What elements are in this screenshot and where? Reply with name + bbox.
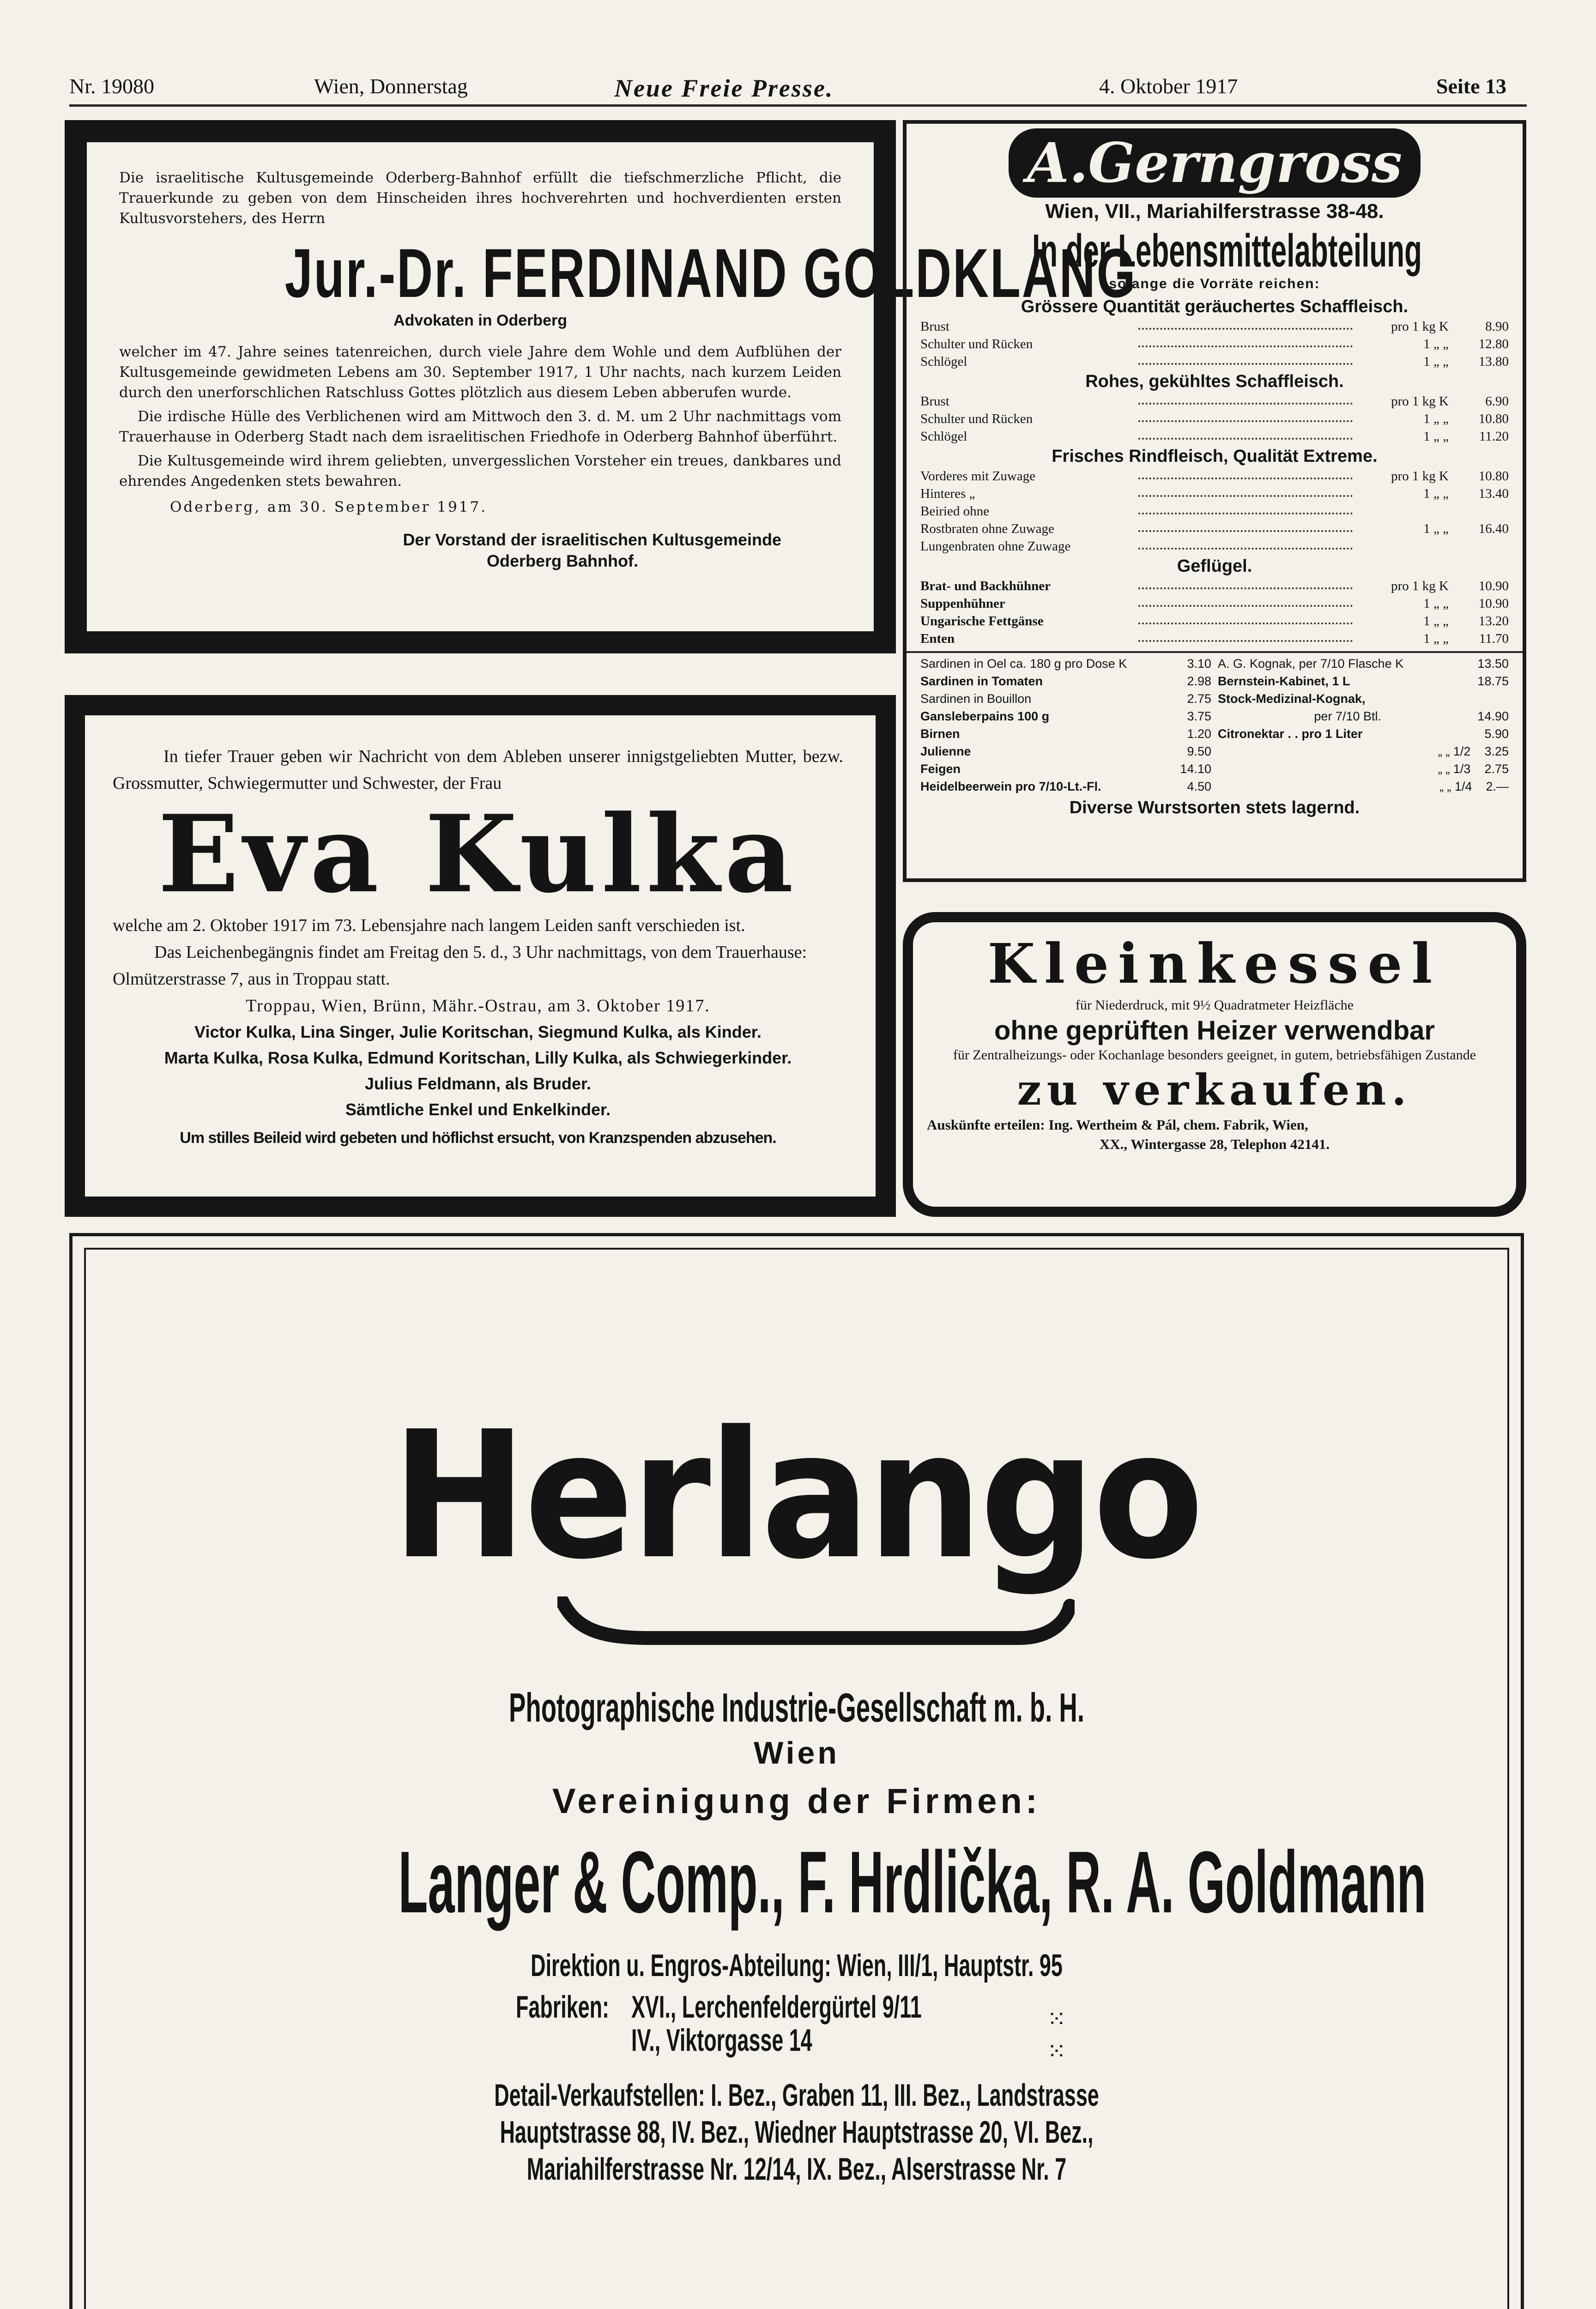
misc-row: [1218, 725, 1509, 743]
item-price: 11.20: [1479, 429, 1509, 444]
price-row: [920, 410, 1509, 428]
dot-leader: [1138, 353, 1353, 365]
gerngross-subline: solange die Vorräte reichen:: [1109, 276, 1320, 291]
gerngross-footer: Diverse Wurstsorten stets lagernd.: [1069, 798, 1360, 817]
item-price: 12.80: [1478, 337, 1509, 351]
kulka-line-1: welche am 2. Oktober 1917 im 73. Lebensjahre nach langem Leiden sanft verschieden ist.: [113, 916, 745, 935]
price-row: [920, 520, 1509, 538]
item-price: 18.75: [1477, 674, 1509, 688]
dot-leader: [1138, 502, 1353, 514]
herlango-retail-1: Detail-Verkaufstellen: I. Bez., Graben 11, III. Bez., Landstrasse: [494, 2078, 1099, 2113]
item-name: Enten: [920, 631, 955, 646]
item-name: Schlögel: [920, 354, 967, 369]
section-title: Geflügel.: [1177, 556, 1252, 576]
item-name: Schulter und Rücken: [920, 411, 1033, 426]
dot-leader: [1138, 335, 1353, 347]
gerngross-logo: A.Gerngross: [1009, 128, 1421, 198]
misc-row: [920, 743, 1211, 760]
item-price: 9.50: [1187, 744, 1211, 758]
item-unit: pro 1 kg K: [1391, 579, 1449, 593]
item-unit: 1 „ „: [1423, 354, 1449, 369]
item-price: 10.80: [1478, 411, 1509, 426]
price-row: [920, 467, 1509, 485]
ornament-dots: ⁙ ⁙: [1047, 2006, 1066, 2065]
item-name: „ „ 1/2: [1438, 744, 1471, 758]
kulka-intro: In tiefer Trauer geben wir Nachricht von dem Ableben unserer innigstgeliebten Mutter, bezw. Grossmutter, Schwiegermutter und Schwester, der Frau: [113, 747, 843, 793]
herlango-logo: Herlango: [392, 1393, 1202, 1598]
signature-line-2: Oderberg Bahnhof.: [486, 551, 638, 570]
section-title: Grössere Quantität geräuchertes Schaffleisch.: [1021, 297, 1409, 316]
dot-leader: [1138, 538, 1353, 550]
herlango-retail-3: Mariahilferstrasse Nr. 12/14, IX. Bez., Alserstrasse Nr. 7: [526, 2152, 1067, 2187]
obituary-paragraph-3: Die Kultusgemeinde wird ihrem geliebten, unvergesslichen Vorsteher ein treues, dankbares und ehrendes Angedenken stets bewahren.: [119, 453, 841, 490]
item-price: 1.20: [1187, 727, 1211, 741]
obituary-paragraph-1: welcher im 47. Jahre seines tatenreichen, durch viele Jahre dem Wohle und dem Aufblühen der Kultusgemeinde gewidmeten Lebens am 30. September 1917, 1 Uhr nachts, nach kurzem Leiden durch den unerforschlichen Ratschluss Gottes plötzlich aus diesem Leben abberufen wurde.: [119, 344, 841, 401]
item-price: 2.—: [1486, 780, 1509, 793]
misc-left-column: [920, 655, 1211, 795]
item-name: Heidelbeerwein pro 7/10-Lt.-Fl.: [920, 780, 1101, 793]
misc-row: [920, 760, 1211, 778]
misc-row: [920, 707, 1211, 725]
kulka-obituary: [65, 695, 896, 1217]
item-unit: [1356, 538, 1449, 555]
misc-row: [1218, 760, 1509, 778]
gerngross-section-3: [920, 445, 1509, 555]
item-price: 13.40: [1478, 486, 1509, 501]
misc-row: [920, 655, 1211, 672]
item-name: Sardinen in Tomaten: [920, 674, 1043, 688]
kleinkessel-line-2: ohne geprüften Heizer verwendbar: [994, 1015, 1435, 1046]
price-row: [920, 428, 1509, 445]
misc-row: [920, 690, 1211, 707]
deceased-title: Advokaten in Oderberg: [393, 312, 567, 329]
item-name: Feigen: [920, 762, 961, 776]
gerngross-section-4: [920, 555, 1509, 647]
item-price: [1449, 538, 1509, 555]
herlango-union: Vereinigung der Firmen:: [552, 1782, 1041, 1821]
item-name: Julienne: [920, 744, 971, 758]
item-price: 5.90: [1484, 727, 1509, 741]
item-name: Brat- und Backhühner: [920, 579, 1051, 593]
price-row: [920, 612, 1509, 630]
misc-right-column: [1218, 655, 1509, 795]
kleinkessel-ad: [903, 912, 1526, 1217]
deceased-name: Jur.-Dr. FERDINAND GOLDKLANG: [284, 234, 1137, 312]
item-price: 2.75: [1187, 692, 1211, 706]
price-row: [920, 485, 1509, 502]
section-title: Frisches Rindfleisch, Qualität Extreme.: [1052, 447, 1378, 466]
item-price: 10.80: [1478, 469, 1509, 484]
item-price: 14.10: [1180, 762, 1211, 776]
obituary-paragraph-2: Die irdische Hülle des Verblichenen wird am Mittwoch den 3. d. M. um 2 Uhr nachmittags vom Trauerhause in Oderberg Stadt nach dem israelitischen Friedhofe in Oderberg Bahnhof überführt.: [119, 408, 841, 445]
item-name: per 7/10 Btl.: [1314, 709, 1381, 723]
item-price: [1449, 502, 1509, 520]
issue-date: 4. Oktober 1917: [1099, 74, 1238, 98]
dot-leader: [1138, 612, 1353, 624]
misc-row: [920, 778, 1211, 795]
item-price: 13.80: [1478, 354, 1509, 369]
issue-number: Nr. 19080: [69, 74, 154, 98]
item-price: 2.75: [1484, 762, 1509, 776]
item-price: 11.70: [1479, 631, 1509, 646]
item-price: 3.25: [1484, 744, 1509, 758]
factory-1: XVI., Lerchenfeldergürtel 9/11: [631, 1989, 922, 2025]
item-price: 14.90: [1477, 709, 1509, 723]
dot-leader: [1138, 485, 1353, 497]
gerngross-misc-table: [920, 655, 1509, 795]
gerngross-headline: In der Lebensmittelabteilung: [1032, 225, 1422, 277]
kulka-place-date: Troppau, Wien, Brünn, Mähr.-Ostrau, am 3. Oktober 1917.: [246, 996, 710, 1015]
misc-row: [1218, 707, 1509, 725]
herlango-firms: Langer & Comp., F. Hrdlička, R. A. Goldmann: [398, 1833, 1427, 1931]
item-name: Suppenhühner: [920, 596, 1005, 611]
kleinkessel-title: Kleinkessel: [987, 931, 1442, 996]
item-unit: 1 „ „: [1423, 521, 1449, 536]
kleinkessel-contact-1: Auskünfte erteilen: Ing. Wertheim & Pál, chem. Fabrik, Wien,: [927, 1117, 1308, 1133]
page-number: Seite 13: [1436, 74, 1507, 98]
gerngross-section-1: [920, 296, 1509, 370]
item-name: Hinteres „: [920, 486, 975, 501]
factories-label: Fabriken:: [516, 1989, 610, 2025]
herlango-ad: [69, 1233, 1524, 2309]
gerngross-ad: [903, 120, 1526, 882]
item-unit: 1 „ „: [1423, 486, 1449, 501]
dot-leader: [1138, 595, 1353, 607]
item-unit: [1356, 502, 1449, 520]
kulka-brother: Julius Feldmann, als Bruder.: [364, 1074, 592, 1093]
item-price: 2.98: [1187, 674, 1211, 688]
obituary-place-date: Oderberg, am 30. September 1917.: [170, 499, 488, 515]
herlango-company: Photographische Industrie-Gesellschaft m. b. H.: [508, 1685, 1085, 1730]
factory-2: IV., Viktorgasse 14: [631, 2023, 812, 2058]
item-price: 16.40: [1478, 521, 1509, 536]
dot-leader: [1138, 410, 1353, 422]
dot-leader: [1138, 520, 1353, 532]
item-unit: 1 „ „: [1423, 614, 1449, 629]
item-name: Lungenbraten ohne Zuwage: [920, 539, 1071, 554]
item-price: 13.50: [1477, 657, 1509, 671]
misc-row: [1218, 655, 1509, 672]
price-row: [920, 630, 1509, 647]
kulka-name: Eva Kulka: [158, 792, 798, 917]
item-name: Schulter und Rücken: [920, 337, 1033, 351]
item-price: 13.20: [1478, 614, 1509, 629]
item-unit: 1 „ „: [1423, 337, 1449, 351]
price-row: [920, 577, 1509, 595]
item-name: Brust: [920, 394, 949, 409]
item-name: Bernstein-Kabinet, 1 L: [1218, 674, 1350, 688]
misc-row: [1218, 690, 1509, 707]
item-name: Ungarische Fettgänse: [920, 614, 1044, 629]
item-name: Beiried ohne: [920, 504, 989, 519]
item-price: 8.90: [1485, 319, 1509, 334]
item-name: Vorderes mit Zuwage: [920, 469, 1036, 484]
price-row: [920, 502, 1509, 520]
item-name: Citronektar . . pro 1 Liter: [1218, 727, 1363, 741]
misc-row: [920, 672, 1211, 690]
kleinkessel-line-1: für Niederdruck, mit 9½ Quadratmeter Heizfläche: [1075, 997, 1354, 1013]
herlango-direction: Direktion u. Engros-Abteilung: Wien, III/1, Hauptstr. 95: [531, 1948, 1063, 1983]
item-price: 10.90: [1478, 596, 1509, 611]
item-unit: 1 „ „: [1423, 411, 1449, 426]
kleinkessel-line-3: für Zentralheizungs- oder Kochanlage besonders geeignet, in gutem, betriebsfähigen Zustande: [953, 1047, 1476, 1063]
misc-row: [1218, 778, 1509, 795]
price-row: [920, 538, 1509, 555]
item-unit: 1 „ „: [1423, 631, 1449, 646]
misc-row: [1218, 672, 1509, 690]
kulka-request: Um stilles Beileid wird gebeten und höflichst ersucht, von Kranzspenden abzusehen.: [180, 1129, 776, 1147]
item-price: 6.90: [1485, 394, 1509, 409]
item-name: Rostbraten ohne Zuwage: [920, 521, 1054, 536]
herlango-city: Wien: [754, 1735, 840, 1771]
item-name: Stock-Medizinal-Kognak,: [1218, 692, 1366, 706]
item-unit: pro 1 kg K: [1391, 394, 1449, 409]
misc-row: [1218, 743, 1509, 760]
item-unit: 1 „ „: [1423, 596, 1449, 611]
kulka-grandchildren: Sämtliche Enkel und Enkelkinder.: [345, 1100, 611, 1119]
price-row: [920, 318, 1509, 335]
dot-leader: [1138, 467, 1353, 479]
place-day: Wien, Donnerstag: [314, 74, 468, 98]
price-row: [920, 393, 1509, 410]
misc-row: [920, 725, 1211, 743]
item-name: Brust: [920, 319, 949, 334]
item-unit: pro 1 kg K: [1391, 469, 1449, 484]
divider: [907, 651, 1523, 653]
dot-leader: [1138, 630, 1353, 642]
newspaper-title: Neue Freie Presse.: [614, 74, 834, 102]
logo-swash: [557, 1596, 1075, 1652]
item-name: „ „ 1/3: [1438, 762, 1471, 776]
item-unit: 1 „ „: [1423, 429, 1449, 444]
item-price: 3.10: [1187, 657, 1211, 671]
kulka-line-2: Das Leichenbegängnis findet am Freitag den 5. d., 3 Uhr nachmittags, von dem Trauerhause: Olmützerstrasse 7, aus in Troppau statt.: [113, 943, 807, 989]
item-name: A. G. Kognak, per 7/10 Flasche K: [1218, 657, 1404, 671]
item-price: 3.75: [1187, 709, 1211, 723]
kleinkessel-contact-2: XX., Wintergasse 28, Telephon 42141.: [1099, 1136, 1330, 1152]
signature-line-1: Der Vorstand der israelitischen Kultusgemeinde: [403, 530, 781, 549]
gerngross-section-2: [920, 370, 1509, 445]
price-row: [920, 335, 1509, 353]
item-name: „ „ 1/4: [1439, 780, 1472, 793]
item-name: Birnen: [920, 727, 960, 741]
item-name: Schlögel: [920, 429, 967, 444]
item-name: Gansleberpains 100 g: [920, 709, 1050, 723]
herlango-retail-2: Hauptstrasse 88, IV. Bez., Wiedner Hauptstrasse 20, VI. Bez.,: [500, 2115, 1094, 2150]
item-name: Sardinen in Bouillon: [920, 692, 1032, 706]
item-name: Sardinen in Oel ca. 180 g pro Dose K: [920, 657, 1127, 671]
dot-leader: [1138, 393, 1353, 405]
item-price: 10.90: [1478, 579, 1509, 593]
dot-leader: [1138, 428, 1353, 440]
dot-leader: [1138, 577, 1353, 589]
kulka-in-laws: Marta Kulka, Rosa Kulka, Edmund Koritschan, Lilly Kulka, als Schwiegerkinder.: [164, 1048, 792, 1067]
price-row: [920, 595, 1509, 612]
herlango-logo-block: [73, 1393, 1521, 1598]
kulka-children: Victor Kulka, Lina Singer, Julie Koritschan, Siegmund Kulka, als Kinder.: [194, 1022, 762, 1041]
gerngross-address: Wien, VII., Mariahilferstrasse 38-48.: [1045, 200, 1384, 223]
kleinkessel-sale: zu verkaufen.: [1017, 1065, 1412, 1115]
section-title: Rohes, gekühltes Schaffleisch.: [1085, 372, 1344, 391]
header-rule: [69, 104, 1527, 107]
dot-leader: [1138, 318, 1353, 330]
obituary-intro: Die israelitische Kultusgemeinde Oderberg-Bahnhof erfüllt die tiefschmerzliche Pflicht, die Trauerkunde zu geben von dem Hinscheiden ihres hochverehrten und hochverdienten ersten Kultusvorstehers, des Herrn: [119, 169, 841, 227]
item-unit: pro 1 kg K: [1391, 319, 1449, 334]
price-row: [920, 353, 1509, 370]
item-price: 4.50: [1187, 780, 1211, 793]
